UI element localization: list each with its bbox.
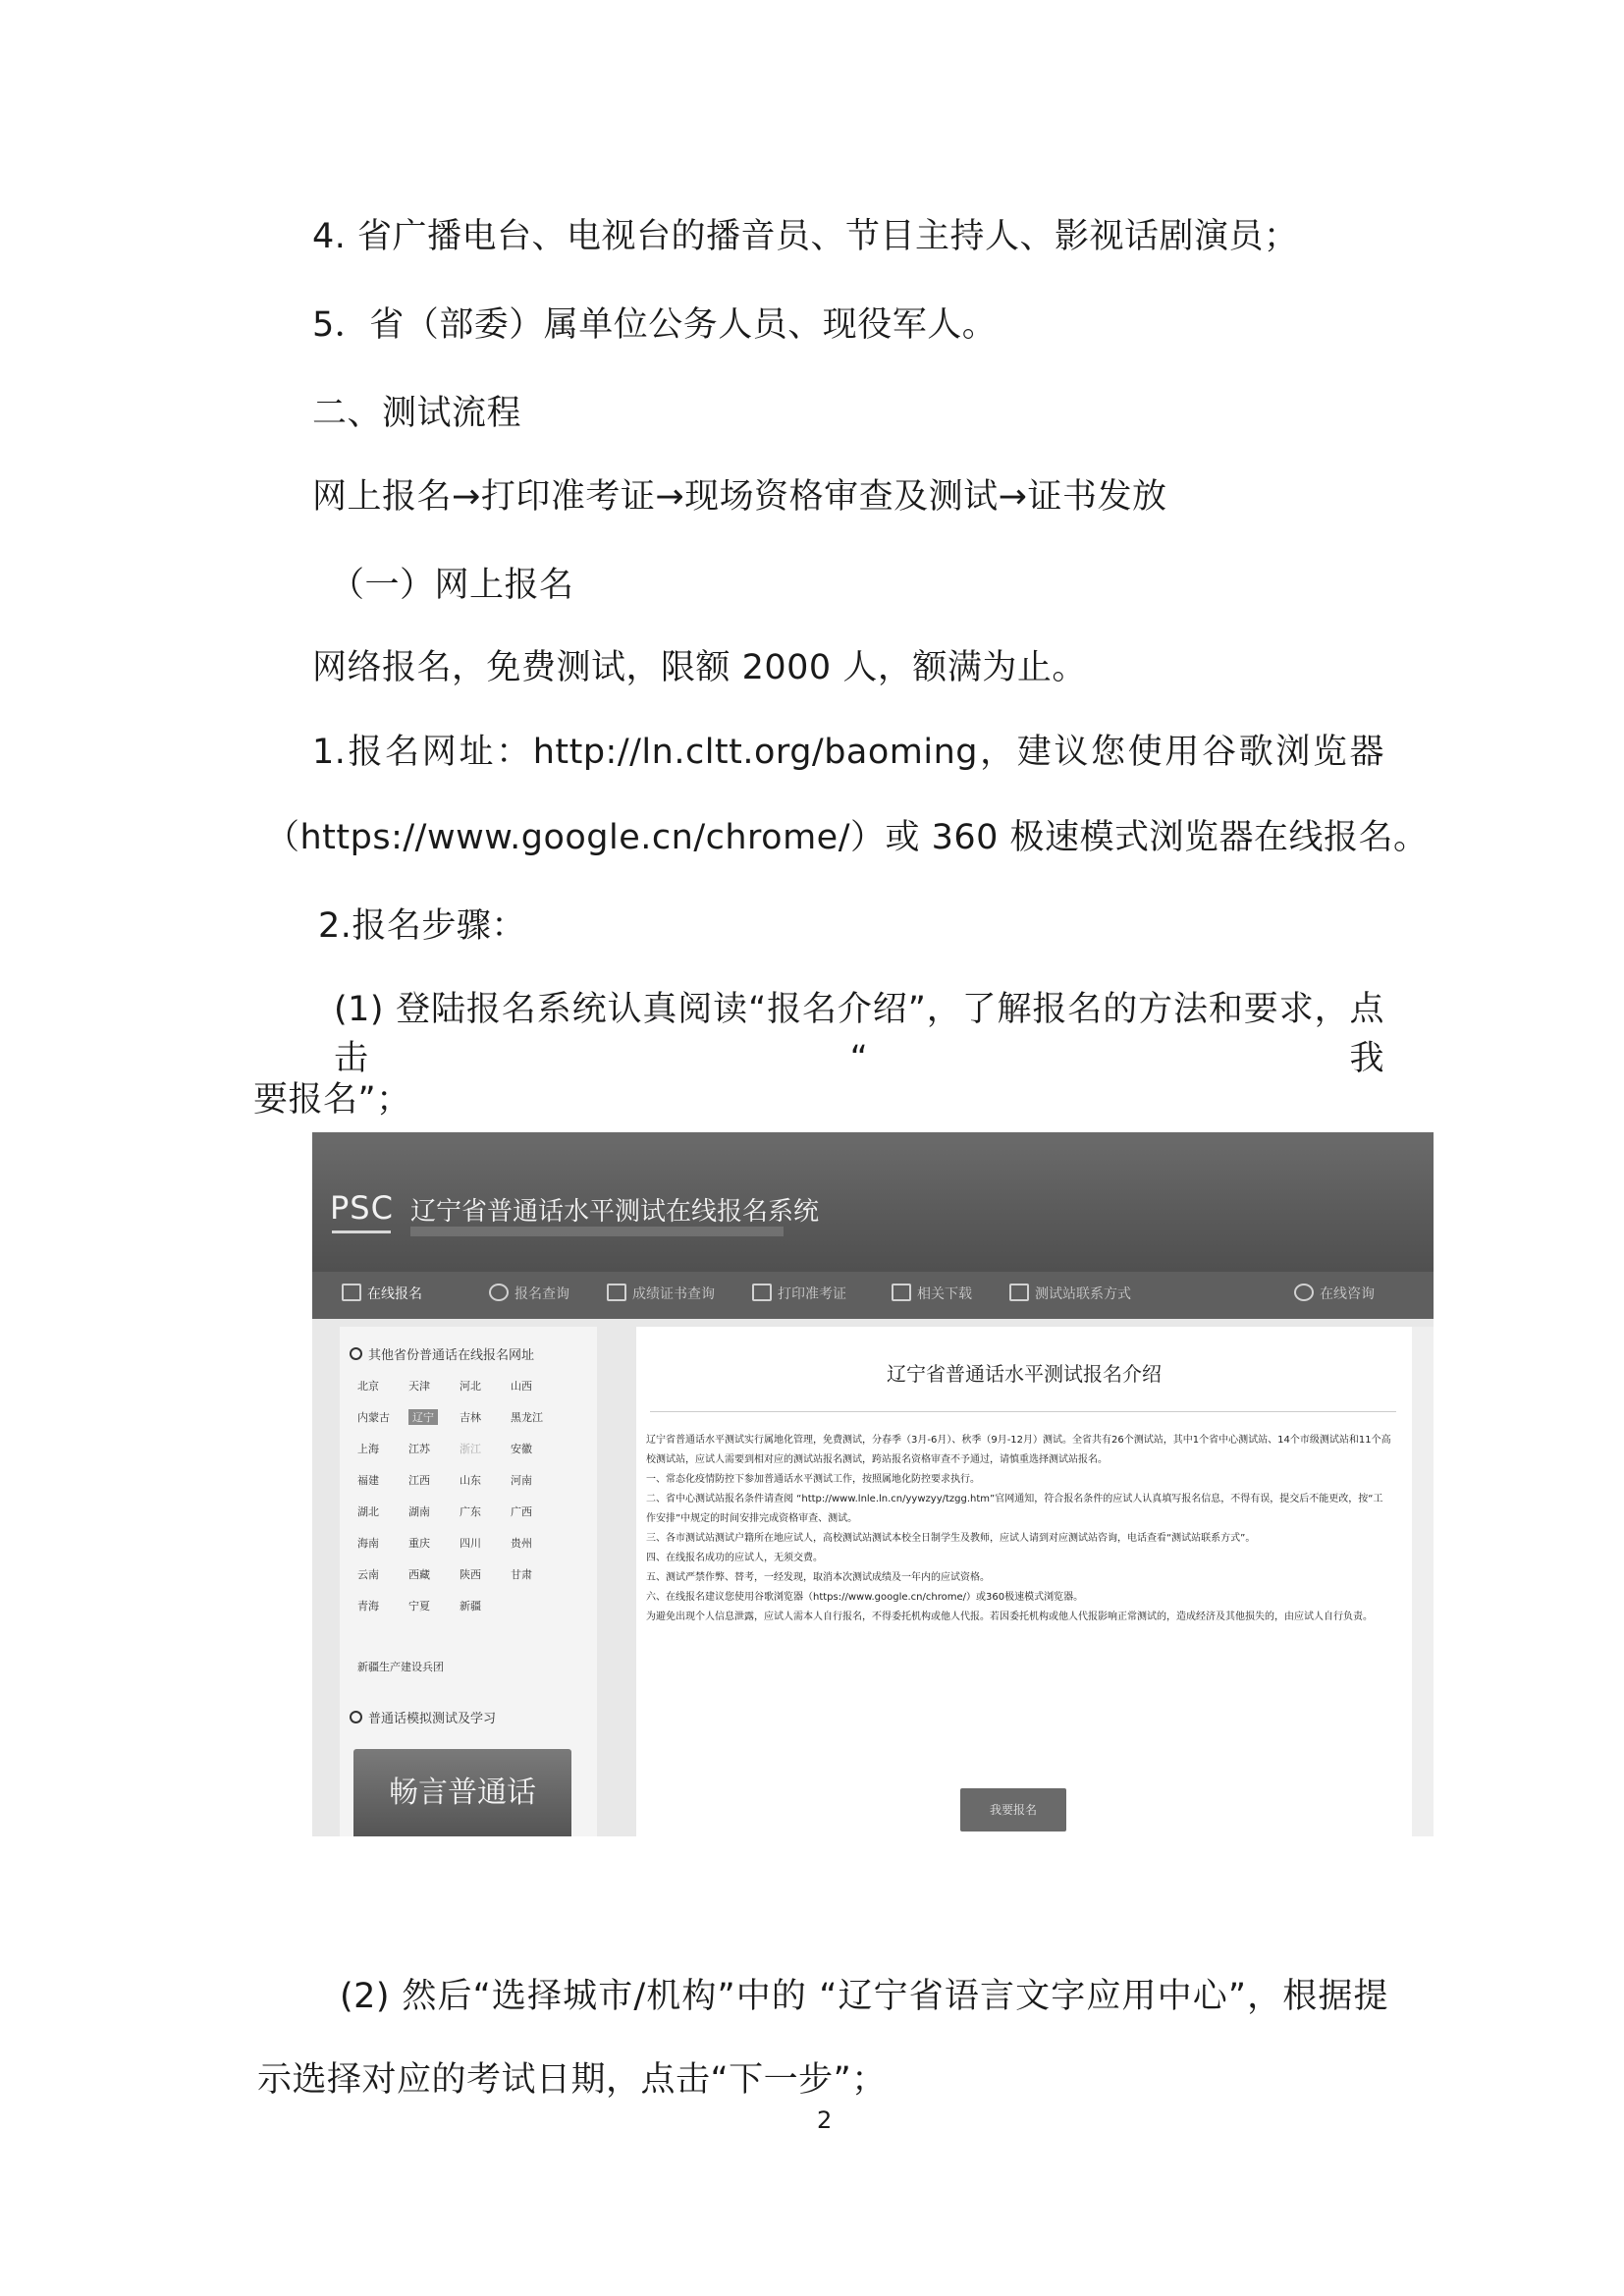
intro-title: 辽宁省普通话水平测试报名介绍	[887, 1362, 1162, 1386]
circle-icon	[350, 1711, 362, 1723]
intro-paragraph: 一、常态化疫情防控下参加普通话水平测试工作，按照属地化防控要求执行。	[646, 1474, 980, 1485]
paragraph: 要报名”；	[253, 1080, 411, 1120]
province-link[interactable]: 云南	[357, 1568, 379, 1581]
system-subtitle-blur	[410, 1227, 784, 1236]
intro-paragraph: 为避免出现个人信息泄露，应试人需本人自行报名，不得委托机构或他人代报。若因委托机构或他人代报影响正常测试的，造成经济及其他损失的，由应试人自行负责。	[646, 1612, 1373, 1622]
province-link[interactable]: 宁夏	[408, 1600, 430, 1613]
logo-underline	[332, 1230, 391, 1233]
intro-paragraph: 二、省中心测试站报名条件请查阅 “http://www.lnle.ln.cn/yywzyy/tzgg.htm”官网通知，符合报名条件的应试人认真填写报名信息，不得有误，提交后不能更改，按“工作安排”中规定的时间安排完成资格审查、测试。	[646, 1494, 1383, 1524]
province-link[interactable]: 海南	[357, 1537, 379, 1550]
province-link[interactable]: 福建	[357, 1474, 379, 1487]
province-link[interactable]: 天津	[408, 1380, 430, 1393]
nav-item-score[interactable]: 成绩证书查询	[607, 1284, 715, 1303]
province-link[interactable]: 青海	[357, 1600, 379, 1613]
paragraph: (2) 然后“选择城市/机构”中的 “辽宁省语言文字应用中心”，根据提	[340, 1977, 1388, 2016]
nav-item-query[interactable]: 报名查询	[489, 1284, 569, 1303]
list-item-5: 5．省（部委）属单位公务人员、现役军人。	[312, 305, 998, 345]
nav-item-register[interactable]: 在线报名	[342, 1284, 422, 1303]
intro-panel	[636, 1327, 1412, 1836]
province-link[interactable]: 广东	[460, 1505, 481, 1518]
changyan-banner[interactable]: 畅言普通话	[353, 1749, 571, 1836]
province-link[interactable]: 山东	[460, 1474, 481, 1487]
province-link[interactable]: 贵州	[511, 1537, 532, 1550]
process-flow: 网上报名→打印准考证→现场资格审查及测试→证书发放	[312, 477, 1167, 517]
paragraph: 2.报名步骤：	[318, 906, 526, 946]
province-link[interactable]: 陕西	[460, 1568, 481, 1581]
system-title: 辽宁省普通话水平测试在线报名系统	[410, 1197, 820, 1227]
paragraph: （https://www.google.cn/chrome/）或 360 极速模式浏览器在线报名。	[265, 818, 1429, 857]
intro-paragraph: 四、在线报名成功的应试人，无须交费。	[646, 1553, 823, 1563]
province-link[interactable]: 江西	[408, 1474, 430, 1487]
edit-icon	[342, 1284, 361, 1301]
site-header	[312, 1132, 1434, 1282]
province-link[interactable]: 湖北	[357, 1505, 379, 1518]
certificate-icon	[607, 1284, 626, 1301]
intro-body	[646, 1431, 1392, 1627]
province-link[interactable]: 内蒙古	[357, 1411, 390, 1424]
intro-paragraph: 辽宁省普通话水平测试实行属地化管理，免费测试，分春季（3月-6月）、秋季（9月-12月）测试。全省共有26个测试站，其中1个省中心测试站、14个市级测试站和11个高校测试站，应试人需要到相对应的测试站报名测试，跨站报名资格审查不予通过，请慎重选择测试站报名。	[646, 1435, 1391, 1465]
province-link[interactable]: 北京	[357, 1380, 379, 1393]
province-link[interactable]: 四川	[460, 1537, 481, 1550]
nav-item-download[interactable]: 相关下载	[892, 1284, 972, 1303]
page-number: 2	[817, 2106, 833, 2134]
registration-screenshot	[312, 1132, 1434, 1836]
list-item-4: 4. 省广播电台、电视台的播音员、节目主持人、影视话剧演员；	[312, 217, 1299, 256]
province-link[interactable]: 湖南	[408, 1505, 430, 1518]
printer-icon	[752, 1284, 772, 1301]
download-icon	[892, 1284, 911, 1301]
sidebar-heading: 其他省份普通话在线报名网址	[350, 1344, 534, 1363]
psc-logo: PSC	[330, 1189, 394, 1227]
province-sidebar	[340, 1327, 597, 1836]
province-link[interactable]: 吉林	[460, 1411, 481, 1424]
sidebar-heading-practice: 普通话模拟测试及学习	[350, 1708, 496, 1726]
intro-paragraph: 五、测试严禁作弊、替考，一经发现，取消本次测试成绩及一年内的应试资格。	[646, 1572, 990, 1583]
province-link[interactable]: 浙江	[460, 1443, 481, 1455]
nav-item-print[interactable]: 打印准考证	[752, 1284, 846, 1303]
intro-paragraph: 三、各市测试站测试户籍所在地应试人，高校测试站测试本校全日制学生及教师，应试人请到对应测试站咨询，电话查看“测试站联系方式”。	[646, 1533, 1256, 1544]
chat-icon	[1294, 1284, 1314, 1301]
paragraph: 1.报名网址：http://ln.cltt.org/baoming，建议您使用谷歌浏览器	[312, 733, 1384, 772]
province-link[interactable]: 辽宁	[408, 1409, 438, 1425]
province-link[interactable]: 甘肃	[511, 1568, 532, 1581]
circle-icon	[350, 1347, 362, 1360]
province-link[interactable]: 河北	[460, 1380, 481, 1393]
province-link[interactable]: 广西	[511, 1505, 532, 1518]
apply-button[interactable]: 我要报名	[960, 1788, 1066, 1831]
nav-item-consult[interactable]: 在线咨询	[1294, 1284, 1375, 1303]
province-link[interactable]: 上海	[357, 1443, 379, 1455]
intro-paragraph: 六、在线报名建议您使用谷歌浏览器（https://www.google.cn/chrome/）或360极速模式浏览器。	[646, 1592, 1084, 1603]
divider	[650, 1411, 1396, 1412]
contact-icon	[1009, 1284, 1029, 1301]
province-link-corps[interactable]: 新疆生产建设兵团	[357, 1661, 444, 1673]
province-link[interactable]: 西藏	[408, 1568, 430, 1581]
province-link[interactable]: 安徽	[511, 1443, 532, 1455]
subsection-heading: （一）网上报名	[330, 566, 574, 605]
paragraph: 示选择对应的考试日期，点击“下一步”；	[257, 2060, 887, 2100]
scroll-gutter	[1412, 1327, 1434, 1836]
province-link[interactable]: 河南	[511, 1474, 532, 1487]
province-link[interactable]: 新疆	[460, 1600, 481, 1613]
paragraph: (1) 登陆报名系统认真阅读“报名介绍”，了解报名的方法和要求，点击“我	[334, 990, 1384, 1078]
province-link[interactable]: 黑龙江	[511, 1411, 543, 1424]
province-link[interactable]: 山西	[511, 1380, 532, 1393]
paragraph: 网络报名，免费测试，限额 2000 人，额满为止。	[312, 648, 1087, 687]
province-link[interactable]: 重庆	[408, 1537, 430, 1550]
section-heading: 二、测试流程	[312, 394, 522, 433]
nav-bar	[312, 1272, 1434, 1319]
province-link[interactable]: 江苏	[408, 1443, 430, 1455]
search-icon	[489, 1284, 509, 1301]
nav-item-contact[interactable]: 测试站联系方式	[1009, 1284, 1131, 1303]
